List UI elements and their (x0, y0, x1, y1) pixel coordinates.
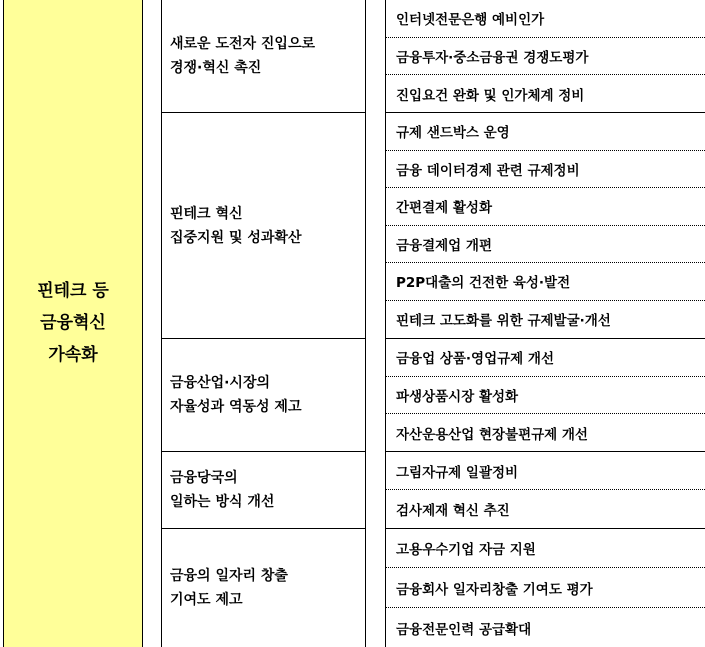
group-title-line: 새로운 도전자 진입으로 (170, 36, 315, 52)
item-row (386, 263, 705, 301)
item-text: P2P대출의 건전한 육성·발전 (396, 275, 571, 292)
group-cell-2 (162, 113, 365, 339)
item-row (386, 113, 705, 151)
item-text: 자산운용산업 현장불편규제 개선 (396, 426, 588, 443)
item-row (386, 608, 705, 647)
item-row (386, 377, 705, 415)
item-text: 금융투자·중소금융권 경쟁도평가 (396, 49, 589, 66)
item-text: 그림자규제 일괄정비 (396, 464, 519, 481)
item-row (386, 0, 705, 38)
category-line: 금융혁신 (40, 313, 106, 333)
group-title-line: 집중지원 및 성과확산 (170, 229, 302, 246)
group-title-line: 일하는 방식 개선 (170, 494, 275, 510)
group-title-line: 금융의 일자리 창출 (170, 568, 288, 584)
separator-column (366, 0, 386, 647)
item-row (386, 188, 705, 226)
item-text: 파생상품시장 활성화 (396, 388, 519, 405)
item-text: 핀테크 고도화를 위한 규제발굴·개선 (396, 313, 611, 330)
item-text: 금융업 상품·영업규제 개선 (396, 351, 554, 368)
item-row (386, 490, 705, 529)
group-title (162, 564, 288, 612)
category-line: 핀테크 등 (37, 281, 109, 301)
item-row (386, 414, 705, 452)
group-title-line: 자율성과 역동성 제고 (170, 399, 302, 415)
item-row (386, 75, 705, 113)
item-row (386, 226, 705, 264)
item-row (386, 568, 705, 608)
group-title-line: 금융당국의 (170, 470, 238, 486)
item-text: 금융 데이터경제 관련 규제정비 (396, 162, 580, 179)
item-row (386, 38, 705, 76)
group-cell-1 (162, 0, 365, 113)
group-title (162, 202, 301, 250)
item-row (386, 529, 705, 568)
item-row (386, 151, 705, 189)
group-title-line: 금융산업·시장의 (170, 375, 270, 391)
group-title-line: 경쟁·혁신 촉진 (170, 60, 262, 76)
group-column (162, 0, 366, 647)
group-title-line: 핀테크 혁신 (170, 205, 243, 222)
group-title (162, 466, 274, 514)
item-text: 금융전문인력 공급확대 (396, 621, 532, 638)
item-text: 금융결제업 개편 (396, 237, 492, 254)
item-row (386, 301, 705, 340)
group-title (162, 32, 315, 80)
spacer-column (143, 0, 162, 647)
item-text: 금융회사 일자리창출 기여도 평가 (396, 581, 593, 598)
group-title (162, 371, 301, 419)
item-text: 간편결제 활성화 (396, 200, 492, 217)
group-cell-4 (162, 452, 365, 529)
group-title-line: 기여도 제고 (170, 592, 243, 608)
group-cell-3 (162, 339, 365, 452)
item-text: 진입요건 완화 및 인가체계 정비 (396, 87, 585, 104)
item-text: 인터넷전문은행 예비인가 (396, 12, 545, 29)
category-cell (3, 0, 143, 647)
category-title (4, 275, 142, 371)
item-text: 규제 샌드박스 운영 (396, 125, 510, 142)
group-cell-5 (162, 529, 365, 647)
item-text: 검사제재 혁신 추진 (396, 503, 510, 519)
item-row (386, 452, 705, 490)
item-text: 고용우수기업 자금 지원 (396, 542, 536, 558)
item-row (386, 339, 705, 377)
category-line: 가속화 (48, 345, 98, 365)
item-column (386, 0, 705, 647)
